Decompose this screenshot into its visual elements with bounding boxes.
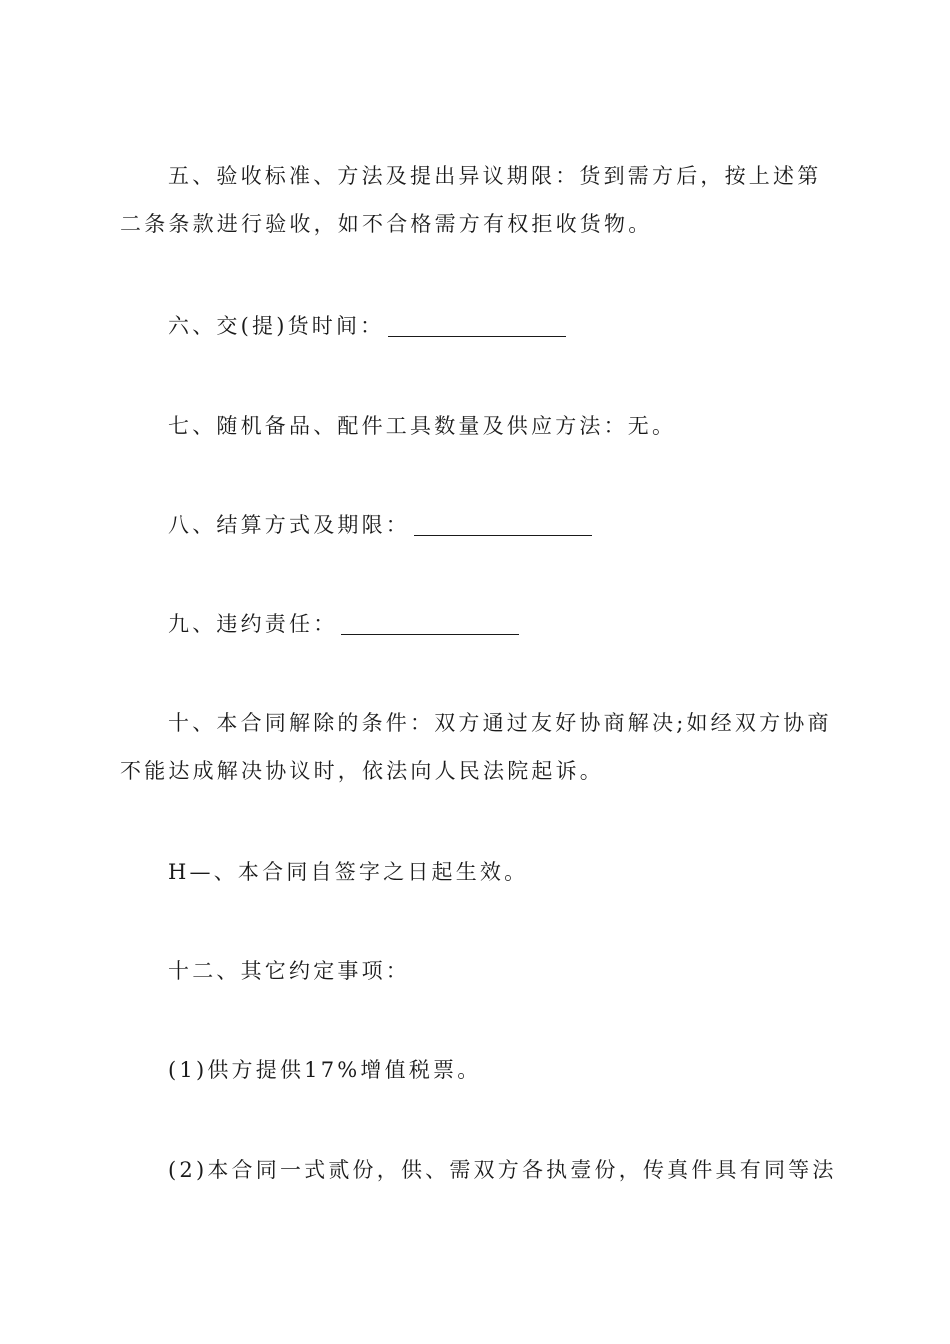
clause-12-item-2-text: (2)本合同一式贰份，供、需双方各执壹份，传真件具有同等法 <box>168 1158 837 1182</box>
fill-in-blank-line[interactable] <box>388 314 566 337</box>
document-page <box>120 0 837 1344</box>
clause-12-item-2 <box>120 1146 837 1194</box>
clause-12-item-1 <box>120 1046 832 1094</box>
clause-12-item-1-text: (1)供方提供17%增值税票。 <box>168 1058 482 1082</box>
clause-12-other-terms <box>120 947 832 995</box>
clause-9-text: 九、违约责任： <box>168 612 338 636</box>
clause-5-acceptance <box>120 152 832 248</box>
fill-in-blank-line[interactable] <box>414 513 592 536</box>
clause-6-text: 六、交(提)货时间： <box>168 314 385 338</box>
clause-6-delivery-time <box>120 302 832 350</box>
clause-8-text: 八、结算方式及期限： <box>168 513 410 537</box>
clause-8-settlement <box>120 501 832 549</box>
clause-9-liability <box>120 600 832 648</box>
clause-7-text: 七、随机备品、配件工具数量及供应方法：无。 <box>168 414 677 438</box>
clause-7-spare-parts <box>120 402 832 450</box>
clause-10-text: 十、本合同解除的条件：双方通过友好协商解决;如经双方协商不能达成解决协议时，依法向人民法院起诉。 <box>120 711 832 783</box>
fill-in-blank-line[interactable] <box>341 612 519 635</box>
clause-10-termination <box>120 699 832 795</box>
clause-11-text: H—、本合同自签字之日起生效。 <box>168 860 529 884</box>
clause-12-text: 十二、其它约定事项： <box>168 959 410 983</box>
clause-5-text: 五、验收标准、方法及提出异议期限：货到需方后，按上述第二条条款进行验收，如不合格需方有权拒收货物。 <box>120 164 822 236</box>
clause-11-effective <box>120 848 832 896</box>
